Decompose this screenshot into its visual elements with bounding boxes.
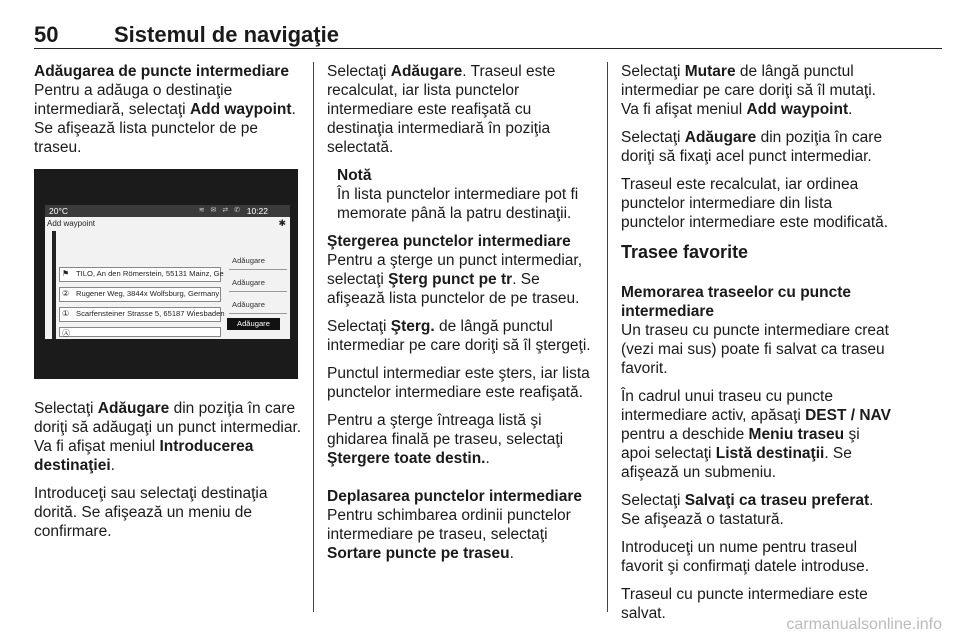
paragraph: Selectaţi Mutare de lângă punctul intermediar pe care doriţi să îl mutaţi. Va fi afişat meniul Add waypoint. <box>621 63 876 118</box>
column-1 <box>34 62 302 550</box>
waypoint-row[interactable]: ② Rugener Weg, 3844x Wolfsburg, Germany <box>59 287 221 302</box>
paragraph: Selectaţi Salvaţi ca traseu preferat. Se afişează o tastatură. <box>621 492 874 528</box>
paragraph: Selectaţi Adăugare din poziţia în care doriţi să adăugaţi un punct intermediar. Va fi afişat meniul Introducerea destinaţiei. <box>34 400 302 474</box>
note-title: Notă <box>337 167 372 184</box>
add-button[interactable]: Adăugare <box>232 256 265 265</box>
paragraph: Traseul cu puncte intermediare este salvat. <box>621 586 868 622</box>
page-number: 50 <box>34 22 59 47</box>
section-heading-add-waypoint: Adăugarea de puncte intermediare <box>34 63 289 80</box>
note-text: În lista punctelor intermediare pot fi memorate până la patru destinaţii. <box>337 186 579 222</box>
page-title: Sistemul de navigaţie <box>114 22 339 47</box>
section-heading-favorite-routes: Trasee favorite <box>621 242 749 262</box>
paragraph: Pentru a şterge întreaga listă şi ghidarea finală pe traseu, selectaţi Ştergere toate destin.. <box>327 412 564 467</box>
paragraph: Introduceţi sau selectaţi destinaţia dorită. Se afişează un meniu de confirmare. <box>34 485 268 540</box>
column-divider <box>607 62 608 612</box>
start-icon: Ⓐ <box>62 329 70 338</box>
paragraph: Traseul este recalculat, iar ordinea punctelor intermediare din lista punctelor intermediare este modificată. <box>621 176 889 231</box>
settings-icon: ✱ <box>278 218 286 228</box>
watermark: carmanualsonline.info <box>786 616 942 633</box>
column-2 <box>327 62 595 572</box>
status-icons: ≋ ✉ ⇄ ✆ <box>198 207 242 214</box>
route-line-icon <box>52 231 56 339</box>
column-3 <box>621 62 891 632</box>
section-heading-move-waypoint: Deplasarea punctelor intermediare <box>327 488 582 505</box>
flag-icon: ⚑ <box>62 269 70 278</box>
screen-display <box>45 205 290 339</box>
divider <box>229 291 287 292</box>
clock-readout: 10:22 <box>246 206 268 216</box>
add-button[interactable]: Adăugare <box>232 300 265 309</box>
paragraph: Introduceţi un nume pentru traseul favorit şi confirmaţi datele introduse. <box>621 539 870 575</box>
add-button[interactable]: Adăugare <box>232 278 265 287</box>
paragraph: Selectaţi Adăugare din poziţia în care doriţi să fixaţi acel punct intermediar. <box>621 129 883 165</box>
section-heading-save-routes: Memorarea traseelor cu puncte intermediare <box>621 284 852 320</box>
divider <box>229 313 287 314</box>
waypoint-row[interactable]: ① Scarfensteiner Strasse 5, 65187 Wiesbaden <box>59 307 221 322</box>
waypoint-row-empty[interactable] <box>59 327 221 337</box>
paragraph: Pentru schimbarea ordinii punctelor intermediare pe traseu, selectaţi Sortare puncte pe traseu. <box>327 507 571 562</box>
status-bar <box>45 205 290 217</box>
page-header <box>34 20 942 49</box>
note-box <box>337 166 595 223</box>
divider <box>229 269 287 270</box>
column-divider <box>313 62 314 612</box>
paragraph: Selectaţi Adăugare. Traseul este recalculat, iar lista punctelor intermediare este reafişată cu destinaţia intermediară în poziţia selectată. <box>327 63 556 156</box>
screen-title: Add waypoint <box>47 219 96 228</box>
paragraph: Punctul intermediar este şters, iar lista punctelor intermediare este reafişată. <box>327 365 590 401</box>
add-button-selected[interactable]: Adăugare <box>227 318 280 330</box>
paragraph: Selectaţi Şterg. de lângă punctul intermediar pe care doriţi să îl ştergeţi. <box>327 318 591 354</box>
waypoint-2-icon: ② <box>62 289 70 298</box>
paragraph: Pentru a adăuga o destinaţie intermediară, selectaţi Add waypoint. Se afişează lista punctelor de pe traseu. <box>34 82 296 156</box>
paragraph: Pentru a şterge un punct intermediar, selectaţi Şterg punct pe tr. Se afişează lista punctelor de pe traseu. <box>327 252 583 307</box>
paragraph: În cadrul unui traseu cu puncte intermediare activ, apăsaţi DEST / NAV pentru a deschide Meniu traseu şi apoi selectaţi Listă destinaţii. Se afişează un submeniu. <box>621 388 891 481</box>
paragraph: Un traseu cu puncte intermediare creat (vezi mai sus) poate fi salvat ca traseu favorit. <box>621 322 889 377</box>
infotainment-screenshot <box>34 169 298 379</box>
waypoint-1-icon: ① <box>62 309 70 318</box>
section-heading-delete-waypoint: Ştergerea punctelor intermediare <box>327 233 571 250</box>
waypoint-row[interactable]: ⚑ TILO, An den Römerstein, 55131 Mainz, Ge <box>59 267 221 282</box>
temperature-readout: 20°C <box>49 206 68 216</box>
